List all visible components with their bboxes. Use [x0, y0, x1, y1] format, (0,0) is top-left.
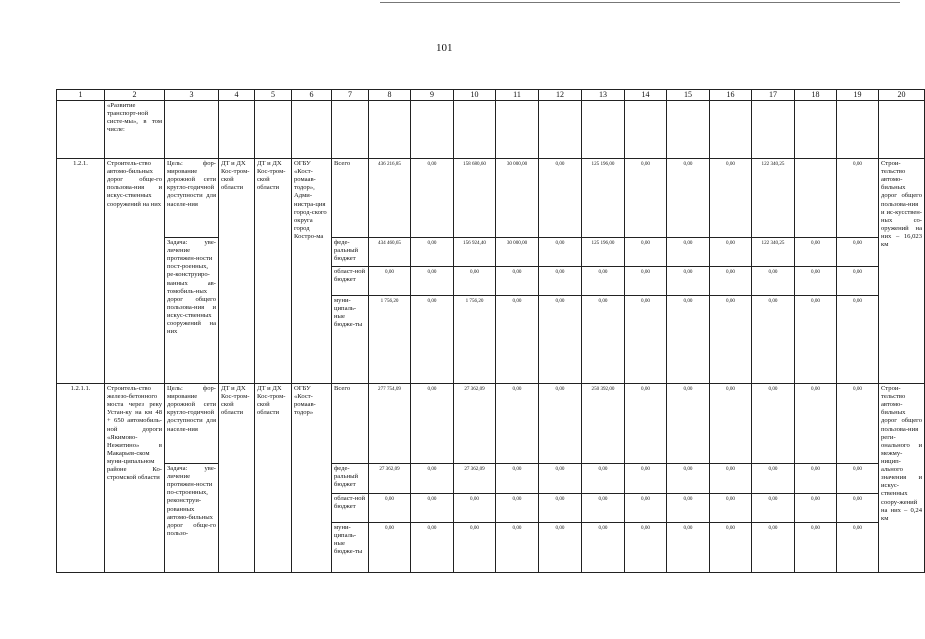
finance-value: 0,00 — [625, 384, 667, 464]
finance-value: 0,00 — [752, 267, 795, 296]
column-number: 12 — [539, 90, 582, 101]
column-number: 5 — [255, 90, 292, 101]
column-number: 2 — [105, 90, 165, 101]
finance-value: 0,00 — [837, 464, 879, 494]
finance-value: 0,00 — [625, 267, 667, 296]
finance-value: 0,00 — [625, 464, 667, 494]
finance-value: 0,00 — [496, 267, 539, 296]
finance-value: 0,00 — [837, 523, 879, 573]
finance-value: 0,00 — [369, 523, 411, 573]
responsible-executor: ДТ и ДХ Кос-тром-ской области — [219, 384, 255, 573]
finance-value: 250 392,00 — [582, 384, 625, 464]
expected-result: Строи-тельство автомо-бильных дорог общего пользова-ния и ис-кусствен-ных со-оружений на них – 16,023 км — [879, 159, 925, 384]
table-row — [57, 384, 925, 464]
column-number: 7 — [332, 90, 369, 101]
finance-value: 0,00 — [837, 296, 879, 384]
row-id: 1.2.1.1. — [57, 384, 105, 573]
table-row — [57, 238, 925, 267]
finance-value: 0,00 — [667, 296, 710, 384]
finance-value: 0,00 — [454, 523, 496, 573]
top-edge-line — [380, 2, 900, 3]
co-executor: ДТ и ДХ Кос-тром-ской области — [255, 384, 292, 573]
finance-value: 0,00 — [496, 523, 539, 573]
finance-value: 0,00 — [667, 464, 710, 494]
row-task: Задача: уве-личение протяжен-ности пост-роенных, ре-конструиро-ванных ав-томобиль-ных дорог общего пользова-ния и искус-ственных сооружений на них — [165, 238, 219, 384]
finance-value: 0,00 — [411, 267, 454, 296]
finance-value: 0,00 — [582, 494, 625, 523]
column-number: 20 — [879, 90, 925, 101]
finance-source: феде-ральный бюджет — [332, 464, 369, 494]
finance-source: муни-ципаль-ные бюдже-ты — [332, 296, 369, 384]
finance-value: 0,00 — [795, 296, 837, 384]
participant: ОГБУ «Кост-ромаав-тодор» — [292, 384, 332, 573]
finance-value: 0,00 — [710, 494, 752, 523]
row-task: Задача: уве-личение протяжен-ности по-строенных, реконструи-рованных автомо-бильных дорог обще-го пользо- — [165, 464, 219, 573]
finance-value: 122 340,25 — [752, 159, 795, 238]
finance-value: 0,00 — [496, 384, 539, 464]
column-number: 16 — [710, 90, 752, 101]
finance-value: 1 756,20 — [369, 296, 411, 384]
finance-value: 0,00 — [411, 523, 454, 573]
finance-value: 0,00 — [752, 464, 795, 494]
finance-value: 27 362,09 — [369, 464, 411, 494]
finance-value: 0,00 — [710, 267, 752, 296]
finance-value: 0,00 — [539, 494, 582, 523]
finance-value: 125 196,00 — [582, 159, 625, 238]
finance-value: 0,00 — [625, 523, 667, 573]
finance-value: 30 000,00 — [496, 238, 539, 267]
finance-value: 0,00 — [496, 296, 539, 384]
finance-value: 1 756,20 — [454, 296, 496, 384]
finance-value: 0,00 — [710, 296, 752, 384]
finance-value: 0,00 — [667, 159, 710, 238]
finance-value: 0,00 — [795, 384, 837, 464]
co-executor: ДТ и ДХ Кос-тром-ской области — [255, 159, 292, 384]
expected-result: Строи-тельство автомо-бильных дорог общего пользова-ния реги-онального и межму-ницип-ального значения и искус-ственных соору-жений на них – 0,24 км — [879, 384, 925, 573]
finance-value: 0,00 — [837, 238, 879, 267]
column-number: 17 — [752, 90, 795, 101]
finance-value: 0,00 — [795, 238, 837, 267]
finance-value: 0,00 — [710, 159, 752, 238]
finance-value: 0,00 — [667, 238, 710, 267]
row-name: Строитель-ство железо-бетонного моста через реку Устан-ку на км 48 + 650 автомобиль-ной дороги «Якимово-Нежитино» в Макарьев-ском муни-ципальном районе Ко-стромской области — [105, 384, 165, 573]
finance-value: 158 680,60 — [454, 159, 496, 238]
finance-value — [795, 159, 837, 238]
finance-value: 0,00 — [539, 384, 582, 464]
finance-value: 0,00 — [795, 523, 837, 573]
finance-value: 0,00 — [625, 494, 667, 523]
finance-value: 0,00 — [837, 159, 879, 238]
column-number: 9 — [411, 90, 454, 101]
finance-value: 0,00 — [795, 267, 837, 296]
finance-value: 0,00 — [582, 296, 625, 384]
row-goal: Цель: фор-мирование дорожной сети кругло-годичной доступности для населе-ния — [165, 159, 219, 238]
finance-value: 122 340,25 — [752, 238, 795, 267]
finance-source: област-ной бюджет — [332, 494, 369, 523]
finance-value: 436 216,85 — [369, 159, 411, 238]
finance-value: 0,00 — [454, 267, 496, 296]
column-number: 4 — [219, 90, 255, 101]
column-number: 13 — [582, 90, 625, 101]
finance-value: 0,00 — [795, 494, 837, 523]
finance-value: 434 460,65 — [369, 238, 411, 267]
program-table — [56, 89, 925, 573]
finance-value: 0,00 — [411, 296, 454, 384]
finance-value: 0,00 — [837, 494, 879, 523]
finance-value: 0,00 — [582, 464, 625, 494]
finance-source: муни-ципаль-ные бюдже-ты — [332, 523, 369, 573]
column-number: 18 — [795, 90, 837, 101]
finance-value: 0,00 — [539, 464, 582, 494]
finance-value: 0,00 — [369, 267, 411, 296]
finance-value: 0,00 — [710, 384, 752, 464]
finance-value: 0,00 — [582, 267, 625, 296]
finance-value: 0,00 — [539, 267, 582, 296]
column-number: 19 — [837, 90, 879, 101]
responsible-executor: ДТ и ДХ Кос-тром-ской области — [219, 159, 255, 384]
finance-value: 0,00 — [752, 384, 795, 464]
finance-value: 0,00 — [625, 159, 667, 238]
page-number: 101 — [436, 42, 453, 54]
column-number: 3 — [165, 90, 219, 101]
table-row — [57, 159, 925, 238]
finance-value: 0,00 — [752, 296, 795, 384]
finance-value: 0,00 — [582, 523, 625, 573]
intro-blank — [57, 101, 105, 159]
finance-value: 0,00 — [667, 267, 710, 296]
finance-value: 27 362,09 — [454, 384, 496, 464]
finance-value: 0,00 — [710, 523, 752, 573]
row-id: 1.2.1. — [57, 159, 105, 384]
finance-value: 0,00 — [667, 494, 710, 523]
finance-value: 0,00 — [795, 464, 837, 494]
finance-value: 0,00 — [411, 494, 454, 523]
column-number: 10 — [454, 90, 496, 101]
column-number-row — [57, 90, 925, 101]
finance-value: 0,00 — [752, 523, 795, 573]
finance-value: 0,00 — [667, 384, 710, 464]
finance-source: област-ной бюджет — [332, 267, 369, 296]
finance-value: 125 196,00 — [582, 238, 625, 267]
finance-value: 0,00 — [539, 523, 582, 573]
finance-value: 0,00 — [625, 296, 667, 384]
finance-value: 0,00 — [710, 464, 752, 494]
finance-value: 0,00 — [539, 238, 582, 267]
finance-value: 0,00 — [496, 494, 539, 523]
row-goal: Цель: фор-мирование дорожной сети кругло-годичной доступности для населе-ния — [165, 384, 219, 464]
finance-value: 0,00 — [752, 494, 795, 523]
finance-value: 0,00 — [411, 159, 454, 238]
finance-value: 0,00 — [667, 523, 710, 573]
finance-value: 0,00 — [625, 238, 667, 267]
finance-value: 156 924,40 — [454, 238, 496, 267]
finance-value: 27 362,09 — [454, 464, 496, 494]
participant: ОГБУ «Кост-ромаав-тодор», Адми-нистра-ция город-ского округа город Костро-ма — [292, 159, 332, 384]
column-number: 8 — [369, 90, 411, 101]
column-number: 15 — [667, 90, 710, 101]
finance-value: 30 000,00 — [496, 159, 539, 238]
intro-text: «Развитие транспорт-ной систе-мы», в том числе: — [105, 101, 165, 159]
column-number: 6 — [292, 90, 332, 101]
finance-value: 0,00 — [539, 296, 582, 384]
finance-value: 0,00 — [411, 238, 454, 267]
column-number: 11 — [496, 90, 539, 101]
column-number: 1 — [57, 90, 105, 101]
finance-value: 0,00 — [369, 494, 411, 523]
finance-value: 0,00 — [496, 464, 539, 494]
row-name: Строитель-ство автомо-бильных дорог обще-го пользова-ния и искус-ственных сооружений на них — [105, 159, 165, 384]
table-row — [57, 464, 925, 494]
intro-row — [57, 101, 925, 159]
finance-value: 277 754,09 — [369, 384, 411, 464]
finance-value: 0,00 — [454, 494, 496, 523]
finance-value: 0,00 — [837, 384, 879, 464]
finance-value: 0,00 — [710, 238, 752, 267]
finance-value: 0,00 — [411, 464, 454, 494]
finance-source: Всего — [332, 384, 369, 464]
column-number: 14 — [625, 90, 667, 101]
finance-source: феде-ральный бюджет — [332, 238, 369, 267]
finance-value: 0,00 — [411, 384, 454, 464]
finance-value: 0,00 — [837, 267, 879, 296]
finance-source: Всего — [332, 159, 369, 238]
finance-value: 0,00 — [539, 159, 582, 238]
